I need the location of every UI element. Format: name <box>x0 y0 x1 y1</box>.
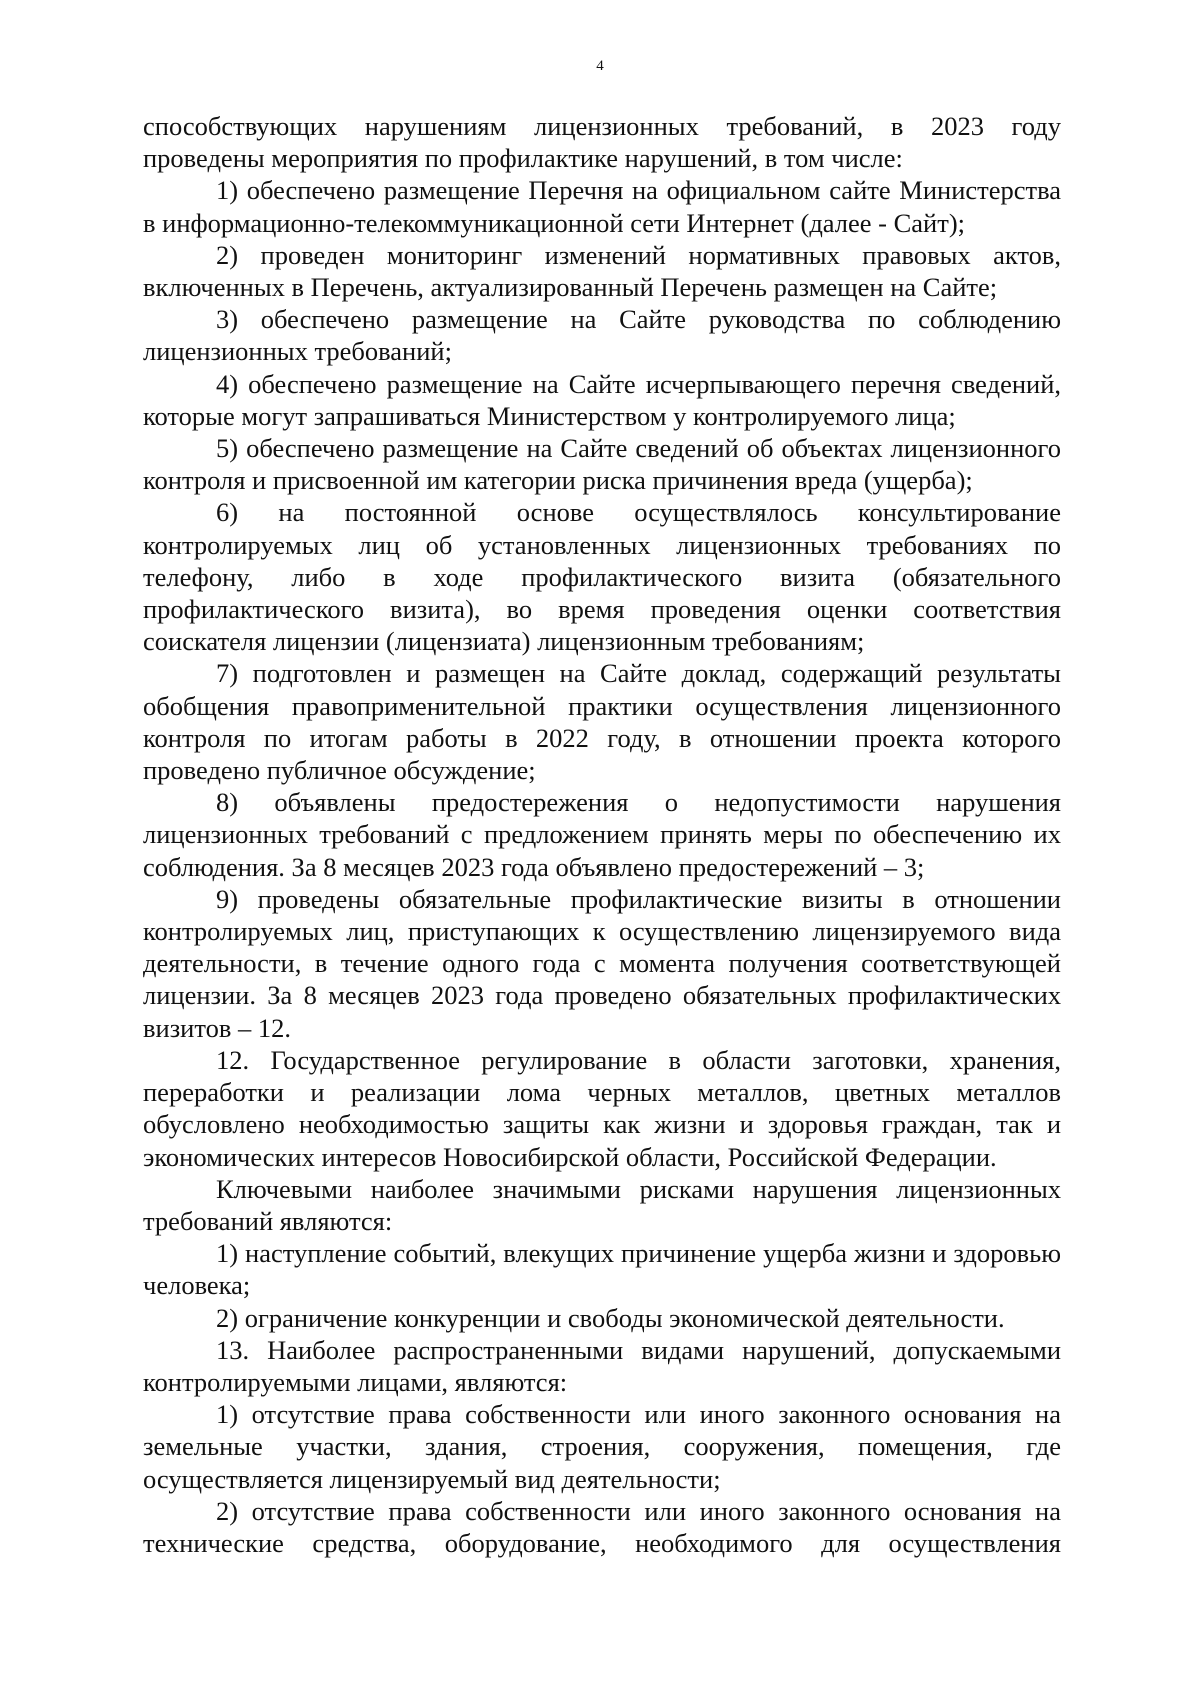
page-number: 4 <box>596 58 604 74</box>
violation-item-1: 1) отсутствие права собственности или иного законного основания на земельные участки, здания, строения, сооружения, помещения, где осуществляется лицензируемый вид деятельности; <box>143 1399 1061 1494</box>
list-item-3: 3) обеспечено размещение на Сайте руководства по соблюдению лицензионных требований; <box>143 304 1061 367</box>
list-item-9: 9) проведены обязательные профилактические визиты в отношении контролируемых лиц, приступающих к осуществлению лицензируемого вида деятельности, в течение одного года с момента получения соответствующей лицензии. За 8 месяцев 2023 года проведено обязательных профилактических визитов – 12. <box>143 883 1061 1043</box>
section-13-paragraph: 13. Наиболее распространенными видами нарушений, допускаемыми контролируемыми лицами, являются: <box>143 1334 1061 1397</box>
list-item-1: 1) обеспечено размещение Перечня на официальном сайте Министерства в информационно-телекоммуникационной сети Интернет (далее - Сайт); <box>143 175 1061 238</box>
list-item-8: 8) объявлены предостережения о недопустимости нарушения лицензионных требований с предложением принять меры по обеспечению их соблюдения. За 8 месяцев 2023 года объявлено предостережений – 3; <box>143 787 1061 882</box>
list-item-6: 6) на постоянной основе осуществлялось консультирование контролируемых лиц об установленных лицензионных требованиях по телефону, либо в ходе профилактического визита (обязательного профилактического визита), во время проведения оценки соответствия соискателя лицензии (лицензиата) лицензионным требованиям; <box>143 497 1061 657</box>
list-item-7: 7) подготовлен и размещен на Сайте доклад, содержащий результаты обобщения правоприменительной практики осуществления лицензионного контроля по итогам работы в 2022 году, в отношении проекта которого проведено публичное обсуждение; <box>143 658 1061 786</box>
risk-item-2: 2) ограничение конкуренции и свободы экономической деятельности. <box>216 1302 1005 1333</box>
section-12-paragraph: 12. Государственное регулирование в области заготовки, хранения, переработки и реализации лома черных металлов, цветных металлов обусловлено необходимостью защиты как жизни и здоровья граждан, так и экономических интересов Новосибирской области, Российской Федерации. <box>143 1044 1061 1172</box>
list-item-5: 5) обеспечено размещение на Сайте сведений об объектах лицензионного контроля и присвоенной им категории риска причинения вреда (ущерба); <box>143 433 1061 496</box>
violation-item-2: 2) отсутствие права собственности или иного законного основания на технические средства, оборудование, необходимого для осуществления <box>143 1495 1061 1558</box>
paragraph-intro: способствующих нарушениям лицензионных требований, в 2023 году проведены мероприятия по профилактике нарушений, в том числе: <box>143 111 1061 174</box>
document-body <box>143 110 1061 1559</box>
list-item-2: 2) проведен мониторинг изменений нормативных правовых актов, включенных в Перечень, актуализированный Перечень размещен на Сайте; <box>143 239 1061 303</box>
risk-item-1: 1) наступление событий, влекущих причинение ущерба жизни и здоровью человека; <box>143 1238 1061 1301</box>
key-risks-paragraph: Ключевыми наиболее значимыми рисками нарушения лицензионных требований являются: <box>143 1173 1061 1236</box>
list-item-4: 4) обеспечено размещение на Сайте исчерпывающего перечня сведений, которые могут запрашиваться Министерством у контролируемого лица; <box>143 368 1061 431</box>
